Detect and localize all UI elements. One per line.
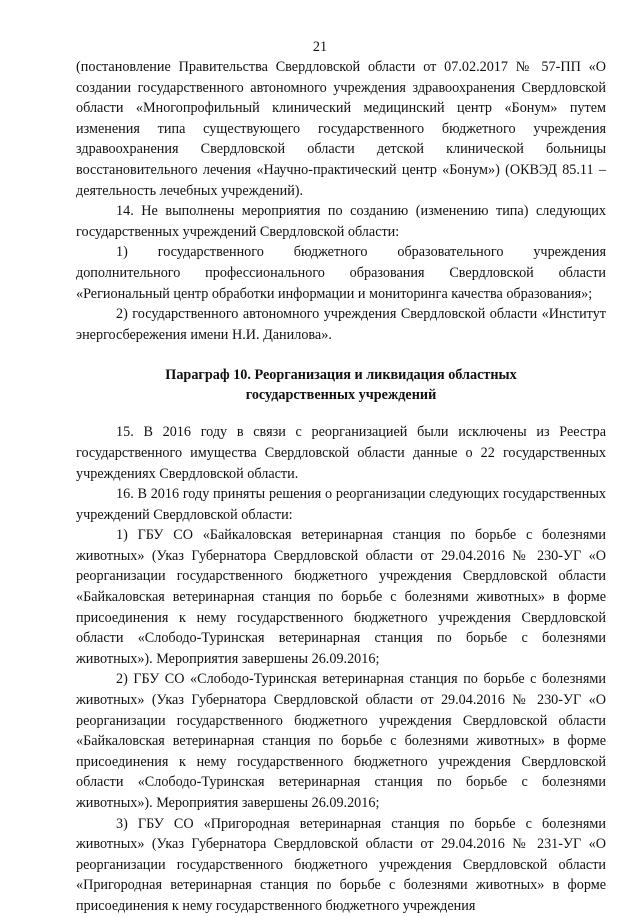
- paragraph-item-16-1: 1) ГБУ СО «Байкаловская ветеринарная станция по борьбе с болезнями животных» (Указ Губернатора Свердловской области от 29.04.2016 № 230-УГ «О реорганизации государственного бюджетного учреждения Свердловской области «Байкаловская ветеринарная станция по борьбе с болезнями животных» в форме присоединения к нему государственного бюджетного учреждения Свердловской области «Слободо-Туринская ветеринарная станция по борьбе с болезнями животных»). Мероприятия завершены 26.09.2016;: [76, 527, 606, 667]
- paragraph-item-14-1: 1) государственного бюджетного образовательного учреждения дополнительного профессионального образования Свердловской области «Региональный центр обработки информации и мониторинга качества образования»;: [76, 244, 606, 302]
- page-number: 21: [312, 39, 328, 55]
- paragraph-item-14-2: 2) государственного автономного учреждения Свердловской области «Институт энергосбережения имени Н.И. Данилова».: [76, 306, 606, 343]
- paragraph-item-16-2: 2) ГБУ СО «Слободо-Туринская ветеринарная станция по борьбе с болезнями животных» (Указ Губернатора Свердловской области от 29.04.2016 № 230-УГ «О реорганизации государственного бюджетного учреждения Свердловской области «Байкаловская ветеринарная станция по борьбе с болезнями животных» в форме присоединения к нему государственного бюджетного учреждения Свердловской области «Слободо-Туринская ветеринарная станция по борьбе с болезнями животных»). Мероприятия завершены 26.09.2016;: [76, 671, 606, 811]
- paragraph-item-14: 14. Не выполнены мероприятия по созданию (изменению типа) следующих государственных учреждений Свердловской области:: [76, 203, 606, 240]
- paragraph-item-16: 16. В 2016 году приняты решения о реорганизации следующих государственных учреждений Свердловской области:: [76, 486, 606, 523]
- paragraph-decree-reference: (постановление Правительства Свердловской области от 07.02.2017 № 57-ПП «О создании государственного автономного учреждения здравоохранения Свердловской области «Многопрофильный клинический медицинский центр «Бонум» путем изменения типа существующего государственного бюджетного учреждения здравоохранения Свердловской области детской клинической больницы восстановительного лечения «Научно-практический центр «Бонум») (ОКВЭД 85.11 – деятельность лечебных учреждений).: [76, 59, 606, 199]
- paragraph-item-15: 15. В 2016 году в связи с реорганизацией были исключены из Реестра государственного имущества Свердловской области данные о 22 государственных учреждениях Свердловской области.: [76, 424, 606, 482]
- section-heading-line-1: Параграф 10. Реорганизация и ликвидация областных: [165, 367, 517, 384]
- section-heading-line-2: государственных учреждений: [245, 387, 437, 404]
- document-body: [76, 57, 606, 917]
- paragraph-item-16-3: 3) ГБУ СО «Пригородная ветеринарная станция по борьбе с болезнями животных» (Указ Губернатора Свердловской области от 29.04.2016 № 231-УГ «О реорганизации государственного бюджетного учреждения Свердловской области «Пригородная ветеринарная станция по борьбе с болезнями животных» в форме присоединения к нему государственного бюджетного учреждения: [76, 815, 606, 914]
- section-heading: [76, 365, 606, 405]
